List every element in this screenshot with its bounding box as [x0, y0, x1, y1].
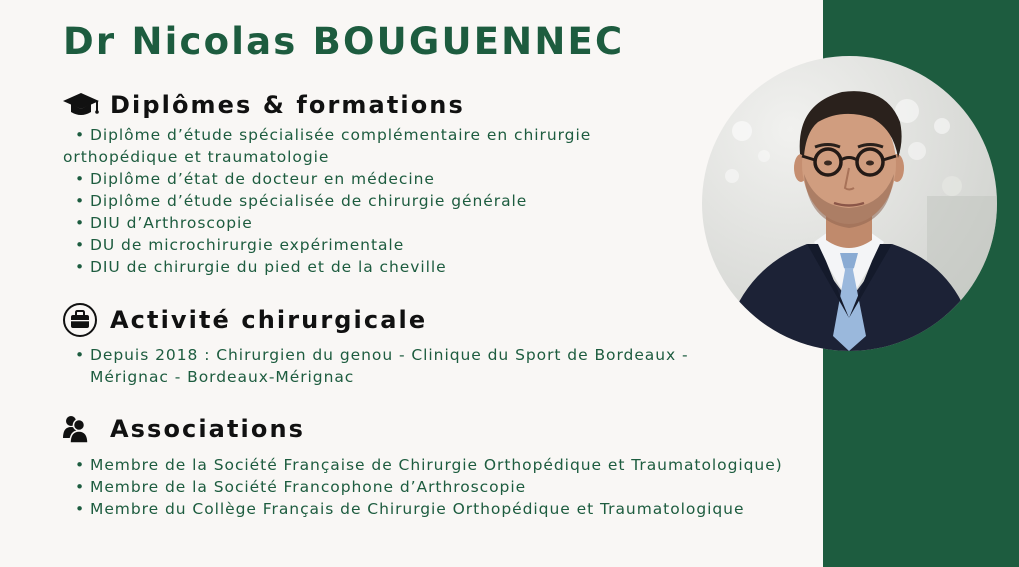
- list-item: • DIU d’Arthroscopie: [75, 214, 253, 232]
- list-item: • Diplôme d’étude spécialisée de chirurgie générale: [75, 192, 528, 210]
- bullet-icon: •: [75, 346, 86, 364]
- section-heading-diplomes: [62, 87, 465, 123]
- list-associations: [63, 454, 793, 520]
- bullet-icon: •: [75, 192, 86, 210]
- section-heading-activite: [62, 302, 427, 338]
- list-activite: [63, 344, 743, 388]
- list-item: • DU de microchirurgie expérimentale: [75, 236, 405, 254]
- section-heading-associations: [62, 411, 305, 447]
- graduation-cap-icon: [62, 87, 100, 123]
- list-item: • Membre de la Société Française de Chirurgie Orthopédique et Traumatologique): [75, 456, 783, 474]
- doctor-name: Dr Nicolas BOUGUENNEC: [63, 20, 625, 63]
- bullet-icon: •: [75, 478, 86, 496]
- list-item: • Membre de la Société Francophone d’Arthroscopie: [75, 478, 527, 496]
- briefcase-icon: [62, 302, 100, 338]
- section-title-diplomes: Diplômes & formations: [110, 91, 465, 119]
- list-diplomes: [63, 124, 673, 278]
- bullet-icon: •: [75, 258, 86, 276]
- users-icon: [62, 411, 100, 447]
- portrait-illustration: [702, 56, 997, 351]
- list-item: • Depuis 2018 : Chirurgien du genou - Clinique du Sport de Bordeaux - Mérignac - Bordeaux-Mérignac: [75, 346, 689, 386]
- bullet-icon: •: [75, 500, 86, 518]
- list-item: • DIU de chirurgie du pied et de la cheville: [75, 258, 447, 276]
- bullet-icon: •: [75, 126, 86, 144]
- bullet-icon: •: [75, 456, 86, 474]
- bullet-icon: •: [75, 236, 86, 254]
- list-item: • Diplôme d’état de docteur en médecine: [75, 170, 435, 188]
- section-title-associations: Associations: [110, 415, 306, 443]
- list-item: • Diplôme d’étude spécialisée complémentaire en chirurgie orthopédique et traumatologie: [63, 126, 592, 166]
- bullet-icon: •: [75, 170, 86, 188]
- doctor-portrait: [702, 56, 997, 351]
- section-title-activite: Activité chirurgicale: [110, 306, 428, 334]
- list-item: • Membre du Collège Français de Chirurgie Orthopédique et Traumatologique: [75, 500, 745, 518]
- bullet-icon: •: [75, 214, 86, 232]
